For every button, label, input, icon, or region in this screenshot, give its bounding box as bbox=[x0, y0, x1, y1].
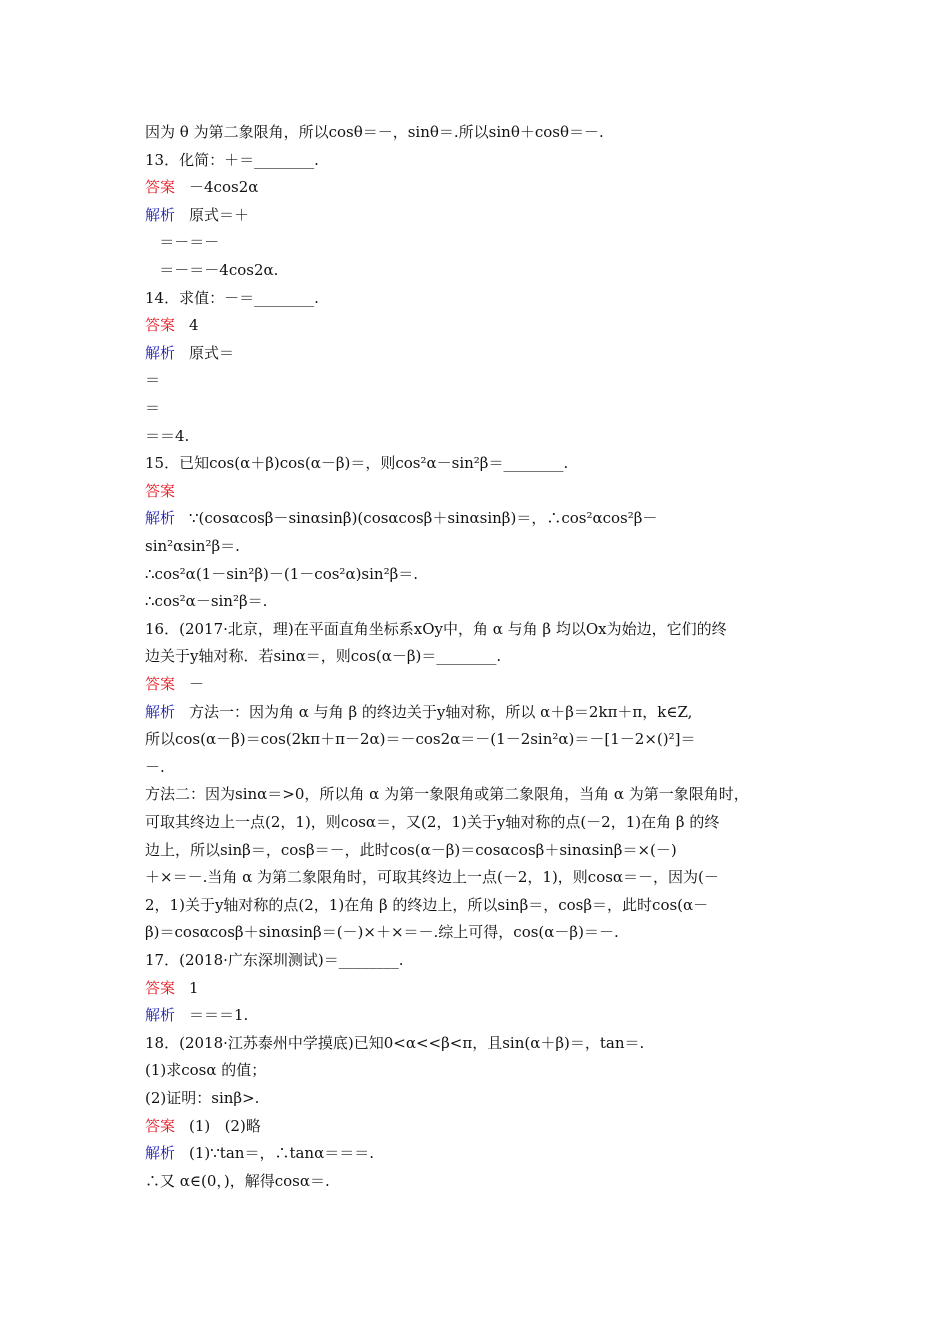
line-text: ＝－＝－ bbox=[145, 233, 220, 252]
line-text: 边上，所以sinβ＝，cosβ＝－，此时cos(α－β)＝cosαcosβ＋sinαsinβ＝×(－) bbox=[145, 840, 677, 859]
line-text: 14．求值：－＝________. bbox=[145, 288, 319, 307]
line-text: ＝ bbox=[145, 399, 161, 417]
text-line bbox=[145, 894, 815, 916]
line-text: 18．(2018·江苏泰州中学摸底)已知0<α<<β<π，且sin(α＋β)＝，tan＝. bbox=[145, 1033, 645, 1052]
line-text: ∴又 α∈(0，)，解得cosα＝. bbox=[145, 1171, 330, 1190]
text-line bbox=[145, 480, 815, 502]
line-text: 方法一：因为角 α 与角 β 的终边关于y轴对称，所以 α＋β＝2kπ＋π，k∈Z, bbox=[189, 702, 693, 721]
line-text: ∵(cosαcosβ－sinαsinβ)(cosαcosβ＋sinαsinβ)＝，∴cos²αcos²β－ bbox=[189, 509, 658, 528]
line-text: sin²αsin²β＝. bbox=[145, 537, 240, 555]
text-line bbox=[145, 866, 815, 888]
line-text: 13．化简：＋＝________. bbox=[145, 150, 319, 169]
text-line bbox=[145, 921, 815, 943]
text-line bbox=[145, 590, 815, 612]
line-text: β)＝cosαcosβ＋sinαsinβ＝(－)×＋×＝－.综上可得，cos(α－β)＝－. bbox=[145, 923, 619, 942]
analysis-label: 解析 bbox=[145, 509, 176, 528]
text-line bbox=[145, 535, 815, 557]
answer-label: 答案 bbox=[145, 1116, 176, 1135]
line-text: 因为 θ 为第二象限角，所以cosθ＝－，sinθ＝.所以sinθ＋cosθ＝－. bbox=[145, 123, 604, 141]
text-line bbox=[145, 204, 815, 226]
text-line bbox=[145, 369, 815, 391]
text-line bbox=[145, 314, 815, 336]
line-text: ＝＝4. bbox=[145, 426, 190, 445]
answer-label: 答案 bbox=[145, 978, 176, 997]
line-text: ＝－＝－4cos2α. bbox=[145, 261, 279, 279]
analysis-label: 解析 bbox=[145, 1006, 176, 1025]
text-line bbox=[145, 977, 815, 999]
text-line bbox=[145, 618, 815, 640]
text-line bbox=[145, 231, 815, 253]
answer-label: 答案 bbox=[145, 675, 176, 693]
answer-label: 答案 bbox=[145, 316, 176, 335]
text-line bbox=[145, 425, 815, 447]
line-text: 17．(2018·广东深圳测试)＝________. bbox=[145, 951, 404, 969]
line-text: 1 bbox=[189, 978, 199, 997]
text-line bbox=[145, 121, 815, 143]
line-text: ∴cos²α(1－sin²β)－(1－cos²α)sin²β＝. bbox=[145, 564, 419, 583]
text-line bbox=[145, 397, 815, 419]
line-text: 所以cos(α－β)＝cos(2kπ＋π－2α)＝－cos2α＝－(1－2sin²α)＝－[1－2×()²]＝ bbox=[145, 730, 696, 749]
text-line bbox=[145, 701, 815, 723]
text-line bbox=[145, 673, 815, 695]
text-line bbox=[145, 287, 815, 309]
line-text: (2)证明：sinβ>. bbox=[145, 1089, 260, 1107]
text-line bbox=[145, 452, 815, 474]
text-line bbox=[145, 811, 815, 833]
analysis-label: 解析 bbox=[145, 1144, 176, 1163]
text-line bbox=[145, 1059, 815, 1081]
line-text: 原式＝＋ bbox=[189, 205, 250, 224]
text-line bbox=[145, 342, 815, 364]
line-text: (1)∵tan＝，∴tanα＝＝＝. bbox=[189, 1144, 374, 1163]
line-text: 边关于y轴对称．若sinα＝，则cos(α－β)＝________. bbox=[145, 647, 502, 666]
line-text: ＋×＝－.当角 α 为第二象限角时，可取其终边上一点(－2，1)，则cosα＝－，因为(－ bbox=[145, 868, 719, 887]
line-text: ＝ bbox=[145, 371, 161, 390]
analysis-label: 解析 bbox=[145, 205, 176, 224]
text-line bbox=[145, 839, 815, 861]
text-line bbox=[145, 563, 815, 585]
line-text: 方法二：因为sinα＝>0，所以角 α 为第一象限角或第二象限角，当角 α 为第一象限角时， bbox=[145, 785, 749, 804]
answer-label: 答案 bbox=[145, 481, 176, 500]
text-line bbox=[145, 1115, 815, 1137]
line-text: 16．(2017·北京，理)在平面直角坐标系xOy中，角 α 与角 β 均以Ox为始边，它们的终 bbox=[145, 619, 727, 638]
line-text: (1) (2)略 bbox=[189, 1116, 261, 1135]
text-line bbox=[145, 949, 815, 971]
text-line bbox=[145, 259, 815, 281]
line-text: ∴cos²α－sin²β＝. bbox=[145, 592, 268, 611]
line-text: 4 bbox=[189, 316, 199, 335]
line-text: ＝＝＝1. bbox=[189, 1006, 249, 1025]
analysis-label: 解析 bbox=[145, 702, 176, 721]
text-line bbox=[145, 1170, 815, 1192]
line-text: 可取其终边上一点(2，1)，则cosα＝，又(2，1)关于y轴对称的点(－2，1)在角 β 的终 bbox=[145, 813, 720, 831]
text-line bbox=[145, 176, 815, 198]
text-line bbox=[145, 1142, 815, 1164]
text-line bbox=[145, 1032, 815, 1054]
line-text: －4cos2α bbox=[189, 178, 259, 197]
text-line bbox=[145, 756, 815, 778]
line-text: (1)求cosα 的值； bbox=[145, 1061, 267, 1080]
text-line bbox=[145, 149, 815, 171]
analysis-label: 解析 bbox=[145, 343, 176, 362]
text-line bbox=[145, 783, 815, 805]
answer-label: 答案 bbox=[145, 178, 176, 197]
text-line bbox=[145, 1004, 815, 1026]
line-text: 15．已知cos(α＋β)cos(α－β)＝，则cos²α－sin²β＝________. bbox=[145, 454, 569, 473]
line-text: 原式＝ bbox=[189, 343, 235, 362]
line-text: － bbox=[189, 675, 205, 693]
text-line bbox=[145, 645, 815, 667]
text-line bbox=[145, 1087, 815, 1109]
text-line bbox=[145, 507, 815, 529]
line-text: 2，1)关于y轴对称的点(2，1)在角 β 的终边上，所以sinβ＝，cosβ＝，此时cos(α－ bbox=[145, 895, 709, 914]
line-text: －. bbox=[145, 757, 165, 776]
text-line bbox=[145, 728, 815, 750]
